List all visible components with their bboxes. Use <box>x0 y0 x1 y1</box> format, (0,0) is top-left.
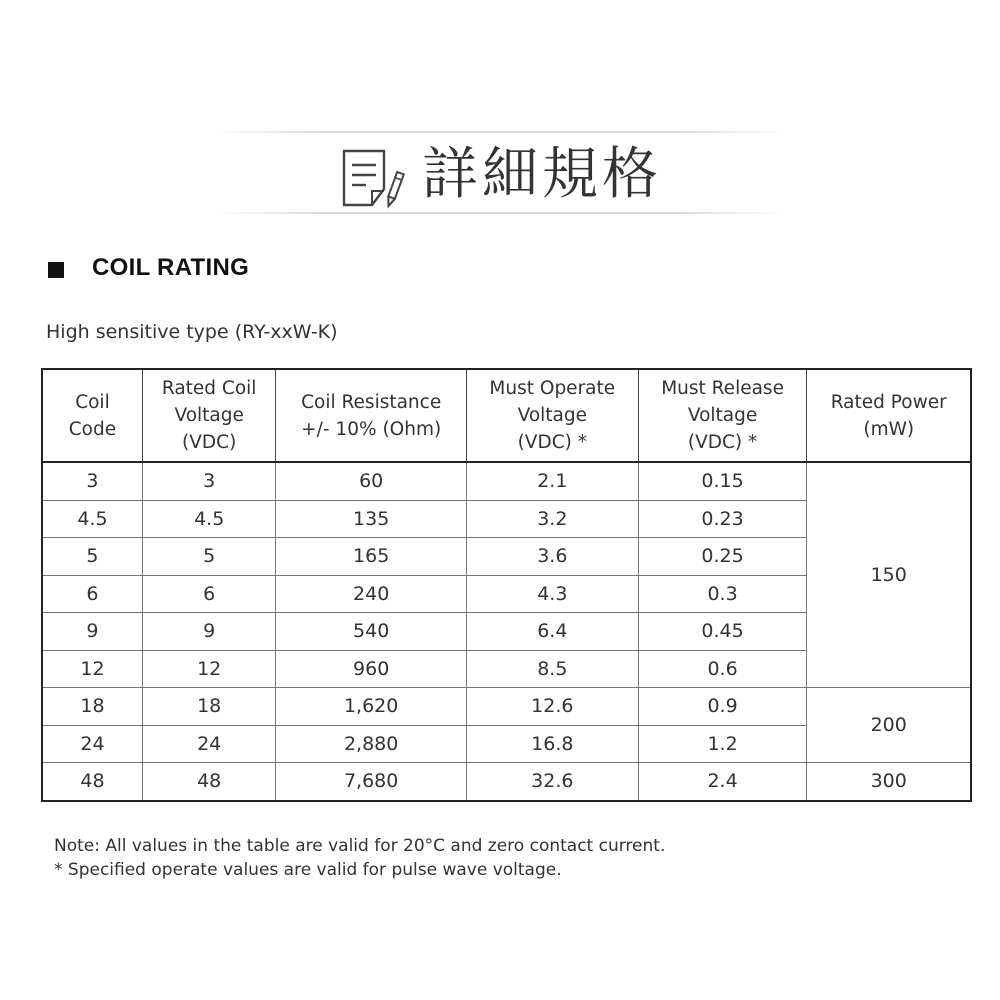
page-header <box>0 0 1000 230</box>
cell-release-voltage: 0.23 <box>638 500 807 538</box>
cell-rated-voltage: 48 <box>142 763 276 801</box>
cell-coil-code: 4.5 <box>42 500 142 538</box>
cell-operate-voltage: 12.6 <box>466 688 638 726</box>
cell-resistance: 540 <box>276 613 466 651</box>
cell-operate-voltage: 8.5 <box>466 650 638 688</box>
cell-coil-code: 3 <box>42 462 142 500</box>
cell-coil-code: 12 <box>42 650 142 688</box>
header-must-operate-voltage: Must Operate Voltage (VDC) * <box>466 369 638 462</box>
cell-release-voltage: 1.2 <box>638 725 807 763</box>
document-pen-icon <box>340 145 420 213</box>
cell-resistance: 60 <box>276 462 466 500</box>
cell-release-voltage: 0.9 <box>638 688 807 726</box>
section-bullet-icon <box>48 262 64 278</box>
cell-coil-code: 9 <box>42 613 142 651</box>
note-line: * Specified operate values are valid for pulse wave voltage. <box>54 860 562 880</box>
cell-coil-code: 18 <box>42 688 142 726</box>
cell-rated-voltage: 9 <box>142 613 276 651</box>
header-coil-resistance: Coil Resistance +/- 10% (Ohm) <box>276 369 466 462</box>
cell-coil-code: 5 <box>42 538 142 576</box>
cell-rated-power: 200 <box>807 688 971 763</box>
header-top-rule <box>215 131 785 133</box>
cell-coil-code: 24 <box>42 725 142 763</box>
cell-release-voltage: 0.15 <box>638 462 807 500</box>
cell-resistance: 1,620 <box>276 688 466 726</box>
cell-operate-voltage: 32.6 <box>466 763 638 801</box>
cell-operate-voltage: 3.6 <box>466 538 638 576</box>
cell-rated-power: 300 <box>807 763 971 801</box>
cell-release-voltage: 0.3 <box>638 575 807 613</box>
cell-operate-voltage: 16.8 <box>466 725 638 763</box>
cell-coil-code: 48 <box>42 763 142 801</box>
note-line: Note: All values in the table are valid for 20°C and zero contact current. <box>54 836 666 856</box>
table-row <box>42 462 971 500</box>
table-row <box>42 763 971 801</box>
cell-resistance: 165 <box>276 538 466 576</box>
table-row <box>42 688 971 726</box>
cell-rated-voltage: 4.5 <box>142 500 276 538</box>
cell-release-voltage: 0.6 <box>638 650 807 688</box>
cell-rated-voltage: 6 <box>142 575 276 613</box>
cell-resistance: 7,680 <box>276 763 466 801</box>
coil-rating-table <box>41 368 972 802</box>
cell-release-voltage: 0.25 <box>638 538 807 576</box>
cell-rated-voltage: 18 <box>142 688 276 726</box>
header-coil-code: Coil Code <box>42 369 142 462</box>
cell-release-voltage: 2.4 <box>638 763 807 801</box>
cell-resistance: 2,880 <box>276 725 466 763</box>
cell-operate-voltage: 4.3 <box>466 575 638 613</box>
table-subtitle: High sensitive type (RY-xxW-K) <box>46 321 338 343</box>
header-must-release-voltage: Must Release Voltage (VDC) * <box>638 369 807 462</box>
cell-coil-code: 6 <box>42 575 142 613</box>
table-header-row <box>42 369 971 462</box>
cell-operate-voltage: 6.4 <box>466 613 638 651</box>
section-title: COIL RATING <box>92 254 250 281</box>
cell-operate-voltage: 3.2 <box>466 500 638 538</box>
header-rated-coil-voltage: Rated Coil Voltage (VDC) <box>142 369 276 462</box>
cell-resistance: 135 <box>276 500 466 538</box>
cell-rated-voltage: 12 <box>142 650 276 688</box>
cell-resistance: 960 <box>276 650 466 688</box>
cell-rated-power: 150 <box>807 462 971 688</box>
cell-release-voltage: 0.45 <box>638 613 807 651</box>
cell-rated-voltage: 3 <box>142 462 276 500</box>
cell-rated-voltage: 5 <box>142 538 276 576</box>
cell-operate-voltage: 2.1 <box>466 462 638 500</box>
page-title: 詳細規格 <box>422 142 662 207</box>
header-bottom-rule <box>215 212 785 214</box>
table-notes <box>54 834 665 882</box>
cell-rated-voltage: 24 <box>142 725 276 763</box>
header-rated-power: Rated Power (mW) <box>807 369 971 462</box>
cell-resistance: 240 <box>276 575 466 613</box>
